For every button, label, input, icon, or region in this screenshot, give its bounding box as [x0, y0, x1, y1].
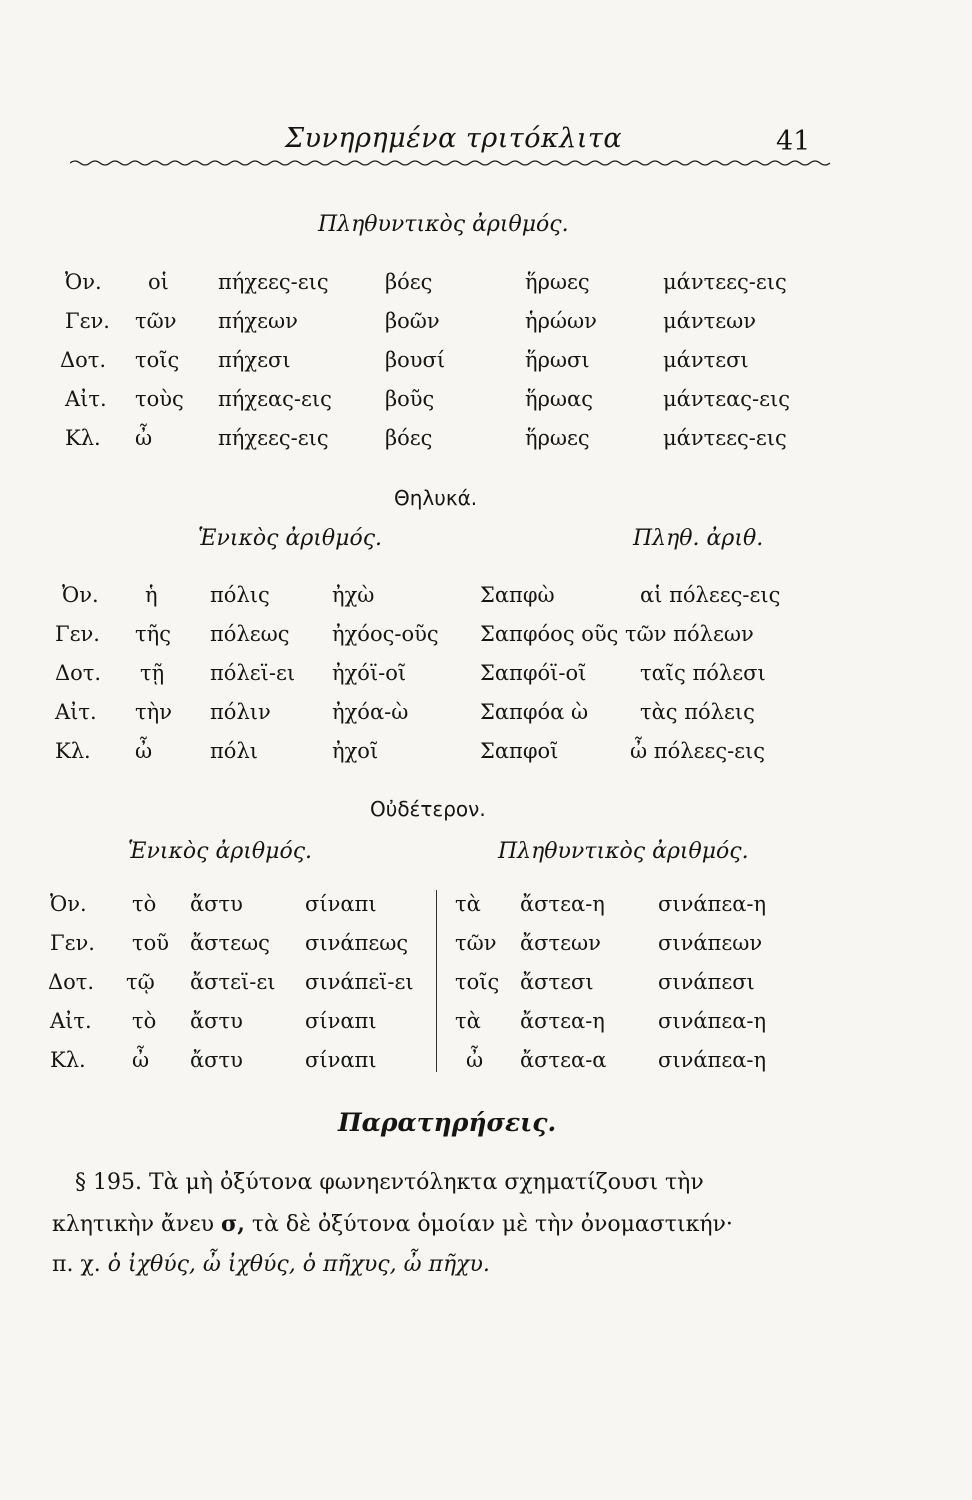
text-span: κλητικὴν ἄνευ — [52, 1212, 214, 1237]
article: ὦ — [135, 426, 153, 450]
case-label: Γεν. — [50, 931, 95, 955]
word-polis: πόλεϊ-ει — [210, 661, 296, 685]
plural-form: τὰς πόλεις — [640, 700, 755, 724]
abbreviation: π. χ. — [52, 1252, 101, 1277]
word-asty: ἄστυ — [190, 892, 243, 916]
column-divider — [436, 890, 437, 1072]
word-sinapi: σινάπεϊ-ει — [305, 970, 414, 994]
word-heros: ἥρωες — [525, 270, 590, 294]
running-title: Συνηρημένα τριτόκλιτα — [285, 123, 623, 154]
word-echo: ἠχοῖ — [332, 739, 379, 763]
word-mantis: μάντεσι — [663, 348, 749, 372]
word-mantis: μάντεων — [663, 309, 756, 333]
article: ὦ — [135, 739, 153, 763]
article: ὦ — [132, 1048, 150, 1072]
word-asty-plural: ἄστεα-α — [520, 1048, 607, 1072]
word-polis: πόλεως — [210, 622, 290, 646]
word-echo: ἠχὼ — [332, 583, 375, 607]
article: τῆς — [135, 622, 171, 646]
case-label: Γεν. — [65, 309, 110, 333]
word-sinapi: σίναπι — [305, 1048, 377, 1072]
case-label: Ὀν. — [50, 892, 87, 916]
article-plural: τὰ — [455, 1009, 481, 1033]
case-label: Κλ. — [65, 426, 101, 450]
page-number: 41 — [776, 126, 811, 157]
word-bous: βόες — [385, 426, 433, 450]
word-sappho: Σαπφοῖ — [480, 739, 559, 763]
article: τὸ — [132, 892, 157, 916]
case-label: Κλ. — [55, 739, 91, 763]
paragraph-line: § 195. Τὰ μὴ ὀξύτονα φωνηεντόληκτα σχηματίζουσι τὴν — [75, 1170, 704, 1195]
word-bous: βοῦς — [385, 387, 435, 411]
article-plural: τῶν — [455, 931, 497, 955]
article: τὴν — [135, 700, 172, 724]
article: τοῖς — [135, 348, 180, 372]
word-sinapi: σίναπι — [305, 892, 377, 916]
paragraph-line — [52, 1211, 922, 1237]
word-echo: ἠχόϊ-οῖ — [332, 661, 407, 685]
word-asty-plural: ἄστεα-η — [520, 1009, 605, 1033]
article: ἡ — [145, 583, 158, 607]
case-label: Αἰτ. — [50, 1009, 92, 1033]
case-label: Ὀν. — [62, 583, 99, 607]
singular-heading: Ἑνικὸς ἀριθμός. — [198, 526, 383, 551]
plural-heading-short: Πληθ. ἀριθ. — [633, 526, 764, 551]
plural-form: τῶν πόλεων — [625, 622, 754, 646]
word-asty: ἄστεως — [190, 931, 270, 955]
examples: ὁ ἰχθύς, ὦ ἰχθύς, ὁ πῆχυς, ὦ πῆχυ. — [107, 1252, 490, 1277]
plural-heading: Πληθυντικὸς ἀριθμός. — [498, 839, 749, 864]
word-sinapi: σίναπι — [305, 1009, 377, 1033]
word-sinapi-plural: σινάπεα-η — [658, 892, 767, 916]
word-asty-plural: ἄστεσι — [520, 970, 594, 994]
word-pechys: πήχεας-εις — [218, 387, 332, 411]
word-bous: βοῶν — [385, 309, 440, 333]
plural-form: ταῖς πόλεσι — [640, 661, 766, 685]
word-polis: πόλι — [210, 739, 258, 763]
word-heros: ἥρωες — [525, 426, 590, 450]
word-sinapi-plural: σινάπεσι — [658, 970, 755, 994]
case-label: Δοτ. — [60, 348, 107, 372]
header-rule — [70, 158, 830, 168]
word-pechys: πήχεες-εις — [218, 426, 329, 450]
word-sappho: Σαπφὼ — [480, 583, 555, 607]
word-polis: πόλις — [210, 583, 270, 607]
plural-form: ὦ πόλεες-εις — [630, 739, 766, 763]
article-plural: τοῖς — [455, 970, 500, 994]
case-label: Δοτ. — [55, 661, 102, 685]
word-sappho: Σαπφόα ὼ — [480, 700, 589, 724]
word-sinapi-plural: σινάπεα-η — [658, 1048, 767, 1072]
case-label: Αἰτ. — [65, 387, 107, 411]
word-mantis: μάντεες-εις — [663, 426, 787, 450]
article-plural: ὦ — [466, 1048, 484, 1072]
word-asty: ἄστυ — [190, 1009, 243, 1033]
word-asty: ἄστυ — [190, 1048, 243, 1072]
case-label: Αἰτ. — [55, 700, 97, 724]
word-bous: βόες — [385, 270, 433, 294]
word-asty-plural: ἄστεα-η — [520, 892, 605, 916]
word-sinapi: σινάπεως — [305, 931, 409, 955]
word-pechys: πήχεες-εις — [218, 270, 329, 294]
observations-title: Παρατηρήσεις. — [338, 1108, 557, 1137]
sigma-letter: σ, — [220, 1211, 245, 1237]
article-plural: τὰ — [455, 892, 481, 916]
word-heros: ἥρωσι — [525, 348, 590, 372]
singular-heading: Ἑνικὸς ἀριθμός. — [128, 839, 313, 864]
word-heros: ἥρωας — [525, 387, 593, 411]
case-label: Κλ. — [50, 1048, 86, 1072]
word-heros: ἡρώων — [525, 309, 597, 333]
feminine-heading: Θηλυκά. — [394, 486, 478, 510]
word-echo: ἠχόα-ὼ — [332, 700, 409, 724]
word-echo: ἠχόος-οῦς — [332, 622, 439, 646]
neuter-heading: Οὐδέτερον. — [370, 797, 486, 821]
word-asty-plural: ἄστεων — [520, 931, 601, 955]
plural-heading: Πληθυντικὸς ἀριθμός. — [318, 212, 569, 237]
article: τῇ — [140, 661, 165, 685]
article: τὸ — [132, 1009, 157, 1033]
word-sinapi-plural: σινάπεων — [658, 931, 763, 955]
word-mantis: μάντεες-εις — [663, 270, 787, 294]
word-asty: ἄστεϊ-ει — [190, 970, 276, 994]
paragraph-line — [52, 1252, 922, 1277]
case-label: Ὀν. — [65, 270, 102, 294]
plural-form: αἱ πόλεες-εις — [640, 583, 781, 607]
word-mantis: μάντεας-εις — [663, 387, 791, 411]
word-bous: βουσί — [385, 348, 446, 372]
article: οἱ — [148, 270, 169, 294]
article: τῶν — [135, 309, 177, 333]
case-label: Γεν. — [55, 622, 100, 646]
word-sappho: Σαπφόος οῦς — [480, 622, 619, 646]
word-sappho: Σαπφόϊ-οῖ — [480, 661, 587, 685]
word-sinapi-plural: σινάπεα-η — [658, 1009, 767, 1033]
article: τῷ — [126, 970, 155, 994]
article: τοῦ — [132, 931, 170, 955]
article: τοὺς — [135, 387, 184, 411]
word-pechys: πήχεσι — [218, 348, 291, 372]
word-polis: πόλιν — [210, 700, 271, 724]
case-label: Δοτ. — [48, 970, 95, 994]
word-pechys: πήχεων — [218, 309, 298, 333]
text-span: τὰ δὲ ὀξύτονα ὁμοίαν μὲ τὴν ὀνομαστικήν· — [251, 1212, 733, 1237]
